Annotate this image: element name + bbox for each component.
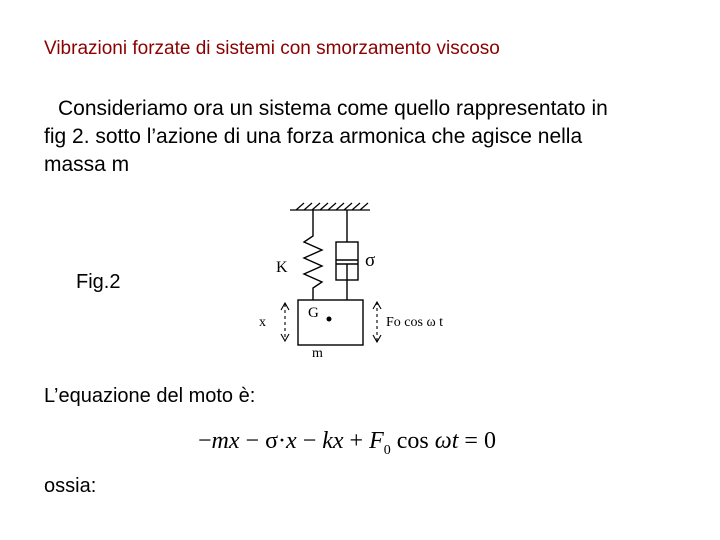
eq-x: x xyxy=(332,428,344,454)
eq-sigma: σ xyxy=(265,428,279,454)
eq-x-ddot: x xyxy=(228,428,240,454)
eq-force: F xyxy=(369,428,384,454)
spring-label: K xyxy=(276,259,288,276)
motion-equation: −mx − σ·x − kx + $F_0$ cos ωt = 0 xyxy=(198,428,496,458)
center-label: G xyxy=(308,305,319,321)
equation-intro: L’equazione del moto è: xyxy=(44,385,256,407)
intro-line-1: Consideriamo ora un sistema come quello rappresentato in xyxy=(58,97,608,120)
ossia-label: ossia: xyxy=(44,475,97,497)
displacement-label: x xyxy=(259,315,266,330)
intro-line-3: massa m xyxy=(44,153,130,176)
ground-support xyxy=(290,203,370,210)
displacement-arrow xyxy=(281,303,289,341)
eq-rhs: 0 xyxy=(483,428,496,454)
eq-k: k xyxy=(322,428,333,454)
eq-cos: cos xyxy=(396,428,429,454)
intro-line-2: fig 2. sotto l’azione di una forza armonica che agisce nella xyxy=(44,125,583,148)
force-arrow xyxy=(373,302,381,342)
damper xyxy=(336,210,358,300)
eq-force-sub: 0 xyxy=(383,442,391,458)
force-label: Fo cos ω t xyxy=(386,315,444,330)
figure-caption: Fig.2 xyxy=(76,271,121,293)
center-of-mass-dot xyxy=(327,317,332,322)
eq-mass: m xyxy=(211,428,229,454)
damper-label: σ xyxy=(365,250,376,271)
eq-x-dot: x xyxy=(286,428,297,454)
eq-omega-t: ωt xyxy=(434,428,459,454)
spring xyxy=(304,210,322,300)
slide-title: Vibrazioni forzate di sistemi con smorzamento viscoso xyxy=(44,38,500,59)
mass-label: m xyxy=(312,346,323,361)
